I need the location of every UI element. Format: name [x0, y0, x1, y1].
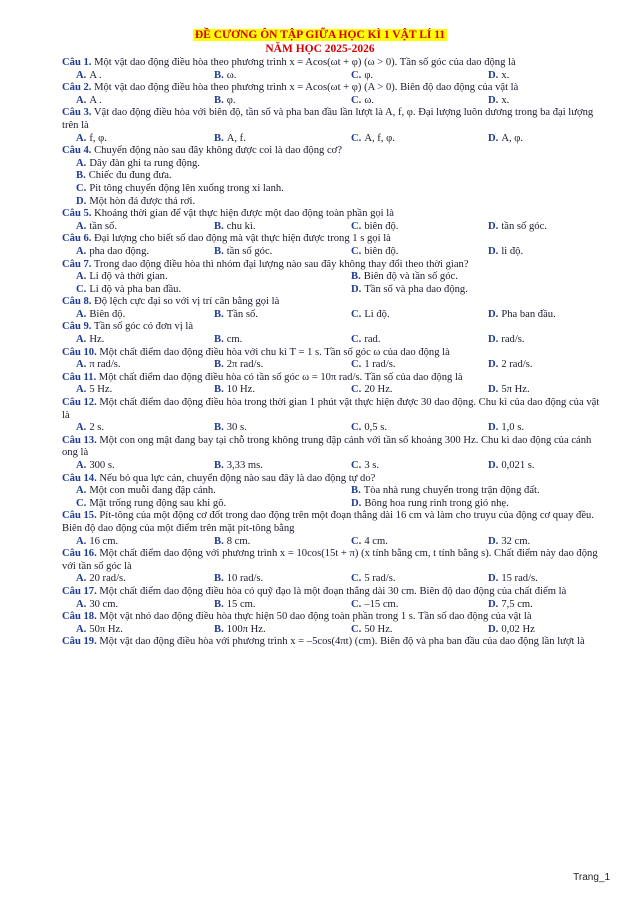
option-text: 10 Hz.	[226, 384, 255, 396]
question-text: Một chất điểm dao động với phương trình x = 10cos(15t + π) (x tính bằng cm, t tính bằng s). Chất điểm này dao động với tần số góc là	[62, 548, 598, 572]
option-text: ω.	[226, 69, 237, 81]
option-text: tần số góc.	[226, 245, 273, 257]
option-letter: B.	[214, 460, 224, 471]
option-text: f, φ.	[89, 132, 107, 144]
question-text: Một vật dao động điều hòa theo phương trình x = Acos(ωt + φ) (A > 0). Biên độ dao động của vật là	[91, 82, 519, 94]
question-number: Câu 7.	[62, 258, 92, 270]
option-letter: D.	[488, 69, 499, 81]
options-row	[76, 309, 616, 322]
option-letter: A.	[76, 359, 87, 371]
option-letter: C.	[351, 535, 362, 547]
option-letter: A.	[76, 598, 87, 610]
option-text: A, φ.	[501, 132, 524, 144]
question-number: Câu 16.	[62, 548, 97, 560]
answer-option	[488, 573, 538, 586]
option-text: Biên độ.	[89, 308, 126, 320]
option-letter: A.	[76, 623, 87, 635]
option-letter: B.	[76, 170, 86, 182]
option-text: Hz.	[89, 334, 105, 346]
answer-option	[488, 221, 547, 234]
option-text: 4 cm.	[364, 535, 388, 547]
answer-option	[76, 183, 640, 196]
answer-option	[351, 133, 395, 146]
answer-option	[214, 133, 246, 146]
question-number: Câu 17.	[62, 585, 97, 597]
option-letter: B.	[214, 359, 224, 371]
option-letter: D.	[488, 598, 499, 610]
question-text: Một vật dao động điều hòa theo phương trình x = Acos(ωt + φ) (ω > 0). Tần số góc của dao động là	[91, 57, 516, 68]
option-letter: B.	[214, 94, 224, 106]
answer-option	[214, 246, 272, 259]
question-text: Một vật nhỏ dao động điều hòa thực hiện 50 dao động toàn phần trong 1 s. Tần số dao động của vật là	[96, 611, 532, 623]
answer-option	[351, 271, 458, 284]
question-text: Pít-tông của một động cơ đốt trong dao động trên một đoạn thẳng dài 16 cm và làm cho truyu của động cơ quay đều. Biên độ dao động của một điểm trên mặt pít-tông bằng	[62, 510, 594, 534]
question-stem	[62, 435, 608, 460]
question-stem	[62, 233, 608, 246]
option-text: 300 s.	[89, 460, 115, 471]
option-text: 15 rad/s.	[501, 573, 538, 585]
page-footer: Trang_1	[573, 872, 610, 883]
answer-option	[488, 309, 556, 322]
option-text: rad/s.	[501, 334, 525, 346]
question-text: Khoảng thời gian để vật thực hiện được một dao động toàn phần gọi là	[91, 208, 394, 220]
question-number: Câu 4.	[62, 145, 92, 157]
option-text: Pha ban đầu.	[501, 308, 556, 320]
answer-option	[351, 284, 468, 297]
option-text: Dây đàn ghi ta rung động.	[89, 157, 200, 169]
answer-option	[351, 359, 396, 372]
option-letter: A.	[76, 94, 87, 106]
question-text: Một chất điểm dao động điều hòa có quỹ đạo là một đoạn thẳng dài 30 cm. Biên độ dao động của chất điểm là	[96, 585, 567, 597]
doc-subtitle: NĂM HỌC 2025-2026	[265, 43, 375, 55]
answer-option	[214, 599, 256, 612]
option-letter: D.	[488, 308, 499, 320]
question-text: Chuyển động nào sau đây không được coi là dao động cơ?	[91, 145, 342, 157]
option-letter: C.	[351, 334, 362, 346]
answer-option	[214, 384, 255, 397]
answer-option	[76, 624, 123, 637]
option-letter: A.	[76, 422, 87, 434]
options-row	[76, 133, 616, 146]
answer-option	[214, 422, 247, 435]
option-letter: C.	[351, 598, 362, 610]
question-number: Câu 6.	[62, 233, 92, 245]
option-letter: C.	[76, 182, 87, 194]
option-letter: C.	[351, 422, 362, 434]
option-letter: C.	[351, 384, 362, 396]
option-text: 1 rad/s.	[364, 359, 396, 371]
question-stem	[62, 548, 608, 573]
option-text: pha dao động.	[89, 245, 150, 257]
option-letter: D.	[488, 460, 499, 471]
question-stem	[62, 208, 608, 221]
option-letter: A.	[76, 573, 87, 585]
answer-option	[488, 95, 509, 108]
option-text: 7,5 cm.	[501, 598, 533, 610]
answer-option	[76, 271, 168, 284]
options-row	[76, 573, 616, 586]
option-text: 5 rad/s.	[364, 573, 396, 585]
answer-option	[76, 536, 118, 549]
option-letter: A.	[76, 485, 87, 497]
option-text: π rad/s.	[89, 359, 121, 371]
question-text: Vật dao động điều hòa với biên độ, tần số và pha ban đầu lần lượt là A, f, φ. Đại lượng luôn dương trong ba đại lượng trên là	[62, 107, 594, 131]
answer-option	[214, 70, 236, 83]
option-letter: C.	[351, 308, 362, 320]
option-letter: D.	[488, 334, 499, 346]
question-number: Câu 13.	[62, 434, 97, 446]
question-stem	[62, 107, 608, 132]
option-text: 8 cm.	[226, 535, 251, 547]
option-letter: B.	[214, 334, 224, 346]
option-text: φ.	[226, 94, 236, 106]
option-text: 16 cm.	[89, 535, 119, 547]
option-text: Li độ.	[364, 308, 390, 320]
option-letter: B.	[214, 535, 224, 547]
answer-option	[76, 573, 126, 586]
answer-option	[488, 422, 524, 435]
answer-option	[76, 284, 181, 297]
options-row	[76, 221, 616, 234]
answer-option	[488, 133, 523, 146]
question-text: Một con ong mật đang bay tại chỗ trong không trung đập cánh với tần số khoảng 300 Hz. Chu kì dao động của cánh ong là	[62, 434, 592, 459]
answer-option	[488, 359, 533, 372]
option-letter: D.	[488, 245, 499, 257]
option-text: x.	[501, 69, 510, 81]
option-text: cm.	[226, 334, 243, 346]
answer-option	[76, 133, 107, 146]
option-letter: B.	[214, 384, 224, 396]
options-row	[76, 422, 616, 435]
option-text: 3 s.	[364, 460, 380, 471]
answer-option	[76, 221, 117, 234]
option-letter: A.	[76, 308, 87, 320]
option-letter: C.	[351, 69, 362, 81]
answer-option	[76, 599, 118, 612]
options-row	[76, 70, 616, 83]
option-letter: A.	[76, 69, 87, 81]
answer-option	[76, 485, 216, 498]
options-row	[76, 536, 616, 549]
answer-option	[351, 460, 379, 473]
question-stem	[62, 636, 608, 649]
answer-option	[76, 158, 640, 171]
question-list	[0, 57, 640, 649]
option-text: Chiếc đu đung đưa.	[88, 170, 172, 182]
question-text: Độ lệch cực đại so với vị trí cân bằng gọi là	[91, 296, 280, 308]
option-text: tần số góc.	[501, 220, 547, 232]
option-text: A, f, φ.	[364, 132, 395, 144]
answer-option	[351, 95, 374, 108]
option-text: φ.	[364, 69, 374, 81]
option-text: 15 cm.	[226, 598, 256, 610]
question-stem	[62, 347, 608, 360]
option-text: 0,021 s.	[501, 460, 535, 471]
answer-option	[488, 384, 530, 397]
answer-option	[76, 196, 640, 209]
option-letter: B.	[214, 573, 224, 585]
option-text: x.	[501, 94, 510, 106]
option-letter: B.	[214, 422, 224, 434]
option-letter: C.	[351, 623, 362, 635]
option-letter: D.	[488, 573, 499, 585]
options-row	[76, 95, 616, 108]
option-text: 2π rad/s.	[226, 359, 264, 371]
question-text: Tần số góc có đơn vị là	[91, 321, 194, 333]
option-letter: C.	[351, 460, 362, 471]
answer-option	[351, 599, 398, 612]
answer-option	[76, 460, 115, 473]
question-stem	[62, 259, 608, 272]
option-text: 20 rad/s.	[89, 573, 126, 585]
answer-option	[76, 359, 121, 372]
answer-option	[76, 246, 149, 259]
option-text: A .	[89, 94, 102, 106]
option-letter: B.	[214, 132, 224, 144]
option-text: 5 Hz.	[89, 384, 113, 396]
answer-option	[488, 599, 533, 612]
question-stem	[62, 82, 608, 95]
question-text: Đại lượng cho biết số dao động mà vật thực hiện được trong 1 s gọi là	[91, 233, 391, 245]
question-stem	[62, 473, 608, 486]
options-row	[76, 334, 616, 347]
answer-option	[351, 334, 381, 347]
option-text: 30 cm.	[89, 598, 119, 610]
option-letter: C.	[351, 359, 362, 371]
option-text: 3,33 ms.	[226, 460, 263, 471]
option-letter: A.	[76, 132, 87, 144]
option-letter: D.	[488, 623, 499, 635]
option-text: 20 Hz.	[364, 384, 393, 396]
answer-option	[488, 624, 535, 637]
question-text: Trong dao động điều hòa thì nhóm đại lượng nào sau đây không thay đổi theo thời gian?	[91, 258, 469, 270]
option-text: 50π Hz.	[89, 623, 123, 635]
question-number: Câu 5.	[62, 208, 92, 220]
answer-option	[351, 309, 390, 322]
option-letter: A.	[76, 384, 87, 396]
answer-option	[214, 95, 235, 108]
option-letter: B.	[351, 271, 361, 283]
question-number: Câu 12.	[62, 397, 97, 409]
option-text: 2 rad/s.	[501, 359, 533, 371]
options-row	[76, 460, 616, 473]
option-letter: B.	[214, 623, 224, 635]
option-letter: B.	[214, 69, 224, 81]
option-text: 0,5 s.	[364, 422, 387, 434]
option-letter: B.	[214, 598, 224, 610]
option-letter: C.	[351, 245, 362, 257]
option-text: Li độ và thời gian.	[89, 271, 168, 283]
answer-option	[488, 334, 525, 347]
option-text: 50 Hz.	[364, 623, 393, 635]
option-text: 100π Hz.	[226, 623, 266, 635]
option-text: Một hòn đá được thả rơi.	[89, 195, 196, 207]
answer-option	[214, 624, 266, 637]
options-row	[76, 246, 616, 259]
question-number: Câu 14.	[62, 472, 97, 484]
option-text: tần số.	[89, 220, 117, 232]
question-number: Câu 9.	[62, 321, 92, 333]
option-text: rad.	[364, 334, 381, 346]
question-stem	[62, 397, 608, 422]
answer-option	[76, 384, 112, 397]
option-letter: D.	[351, 283, 362, 295]
option-text: Pit tông chuyển động lên xuống trong xi lanh.	[89, 182, 284, 194]
option-letter: B.	[214, 220, 224, 232]
option-text: biên độ.	[364, 245, 399, 257]
option-letter: D.	[488, 220, 499, 232]
answer-option	[214, 359, 263, 372]
option-letter: D.	[488, 132, 499, 144]
option-letter: A.	[76, 334, 87, 346]
answer-option	[488, 460, 535, 473]
option-letter: C.	[76, 497, 87, 509]
question-text: Một chất điểm dao động điều hòa với chu kì T = 1 s. Tần số góc ω của dao động là	[96, 346, 450, 358]
option-text: A .	[89, 69, 102, 81]
option-text: 10 rad/s.	[226, 573, 264, 585]
answer-option	[351, 221, 398, 234]
question-stem	[62, 296, 608, 309]
option-letter: A.	[76, 245, 87, 257]
answer-option	[351, 573, 396, 586]
answer-option	[214, 460, 263, 473]
option-text: 0,02 Hz	[501, 623, 535, 635]
option-text: Mặt trống rung động sau khi gõ.	[89, 497, 227, 509]
question-number: Câu 2.	[62, 82, 92, 94]
option-text: Bông hoa rung rinh trong gió nhẹ.	[364, 497, 509, 509]
question-stem	[62, 586, 608, 599]
options-row	[76, 599, 616, 612]
options-row	[76, 485, 616, 498]
question-text: Một chất điểm dao động điều hòa có tần số góc ω = 10π rad/s. Tần số của dao động là	[96, 371, 463, 383]
question-number: Câu 1.	[62, 57, 92, 68]
answer-option	[351, 624, 393, 637]
question-stem	[62, 57, 608, 70]
question-text: Nếu bỏ qua lực cản, chuyển động nào sau đây là dao động tự do?	[96, 472, 376, 484]
option-text: 1,0 s.	[501, 422, 524, 434]
answer-option	[214, 309, 258, 322]
option-text: chu kì.	[226, 220, 256, 232]
option-letter: C.	[76, 283, 87, 295]
option-text: Một con muỗi đang đập cánh.	[89, 485, 216, 497]
options-row	[76, 359, 616, 372]
answer-option	[76, 309, 125, 322]
answer-option	[214, 221, 256, 234]
option-letter: C.	[351, 220, 362, 232]
answer-option	[351, 384, 393, 397]
answer-option	[76, 95, 102, 108]
option-text: –15 cm.	[364, 598, 399, 610]
option-letter: C.	[351, 94, 362, 106]
answer-option	[488, 536, 530, 549]
option-letter: D.	[488, 535, 499, 547]
answer-option	[351, 498, 509, 511]
answer-option	[351, 422, 387, 435]
option-letter: A.	[76, 535, 87, 547]
question-number: Câu 15.	[62, 510, 97, 522]
answer-option	[351, 70, 373, 83]
option-text: 32 cm.	[501, 535, 531, 547]
options-row	[76, 284, 616, 297]
question-stem	[62, 510, 608, 535]
option-text: Tần số và pha dao động.	[364, 283, 468, 295]
option-letter: B.	[214, 308, 224, 320]
question-number: Câu 10.	[62, 346, 97, 358]
answer-option	[351, 485, 540, 498]
question-stem	[62, 611, 608, 624]
answer-option	[214, 334, 242, 347]
option-text: Li độ và pha ban đầu.	[89, 283, 182, 295]
answer-option	[488, 246, 523, 259]
option-letter: A.	[76, 460, 87, 471]
option-letter: D.	[488, 422, 499, 434]
option-letter: B.	[351, 485, 361, 497]
question-number: Câu 3.	[62, 107, 92, 119]
answer-option	[214, 536, 250, 549]
option-letter: A.	[76, 271, 87, 283]
option-letter: C.	[351, 573, 362, 585]
option-text: ω.	[364, 94, 374, 106]
answer-option	[351, 246, 398, 259]
question-number: Câu 11.	[62, 371, 97, 383]
answer-option	[76, 422, 104, 435]
answer-option	[488, 70, 509, 83]
question-stem	[62, 145, 608, 158]
option-text: li độ.	[501, 245, 524, 257]
option-text: biên độ.	[364, 220, 399, 232]
option-text: A, f.	[226, 132, 246, 144]
option-letter: C.	[351, 132, 362, 144]
answer-option	[76, 170, 640, 183]
option-letter: D.	[488, 94, 499, 106]
option-text: Tòa nhà rung chuyển trong trận động đất.	[363, 485, 540, 497]
doc-title: ĐỀ CƯƠNG ÔN TẬP GIỮA HỌC KÌ 1 VẬT LÍ 11	[194, 29, 446, 41]
question-number: Câu 19.	[62, 636, 97, 648]
option-letter: D.	[488, 384, 499, 396]
answer-option	[214, 573, 263, 586]
question-stem	[62, 372, 608, 385]
options-row	[76, 624, 616, 637]
option-letter: D.	[76, 195, 87, 207]
option-letter: A.	[76, 220, 87, 232]
option-letter: A.	[76, 157, 87, 169]
question-text: Một vật dao động điều hòa với phương trình x = –5cos(4πt) (cm). Biên độ và pha ban đầu của dao động lần lượt là	[96, 636, 585, 648]
options-row	[76, 271, 616, 284]
option-text: 5π Hz.	[501, 384, 530, 396]
question-text: Một chất điểm dao động điều hòa trong thời gian 1 phút vật thực hiện được 30 dao động. Chu kì của dao động của vật là	[62, 397, 600, 421]
question-number: Câu 8.	[62, 296, 92, 308]
option-letter: B.	[214, 245, 224, 257]
option-text: Biên độ và tần số góc.	[363, 271, 458, 283]
question-stem	[62, 321, 608, 334]
answer-option	[76, 498, 226, 511]
option-letter: D.	[488, 359, 499, 371]
option-text: 30 s.	[226, 422, 247, 434]
question-number: Câu 18.	[62, 611, 97, 623]
options-row	[76, 498, 616, 511]
options-row	[76, 384, 616, 397]
option-text: Tần số.	[226, 308, 258, 320]
option-text: 2 s.	[89, 422, 105, 434]
answer-option	[76, 70, 102, 83]
option-letter: D.	[351, 497, 362, 509]
answer-option	[351, 536, 388, 549]
answer-option	[76, 334, 104, 347]
